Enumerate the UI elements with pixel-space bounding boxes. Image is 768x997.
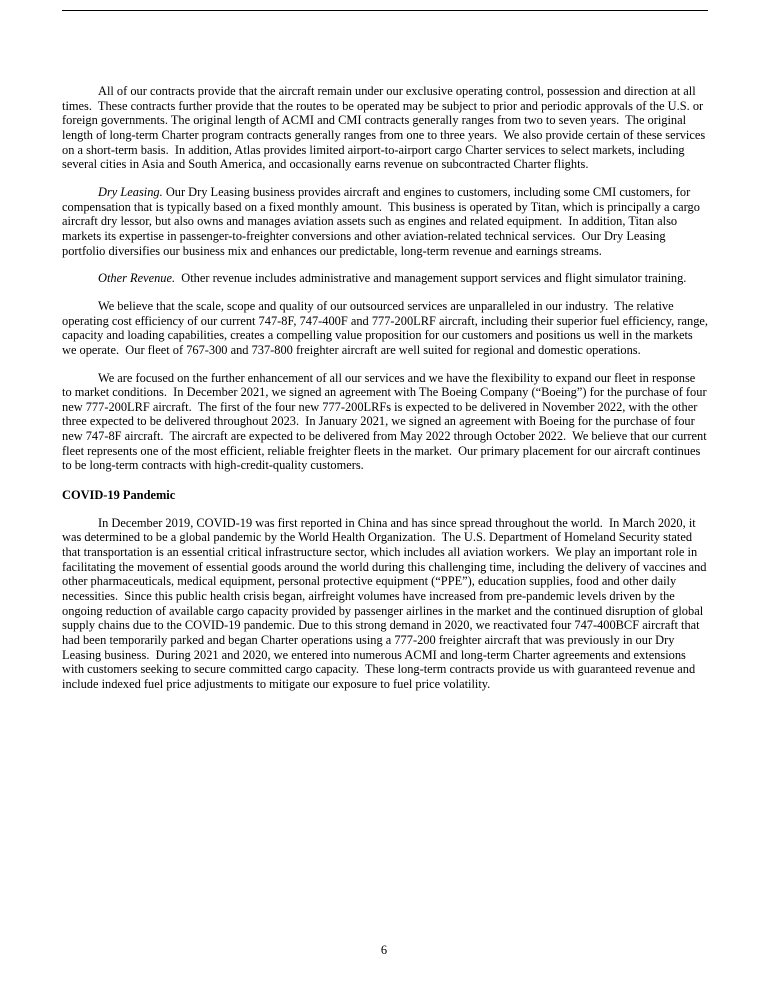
paragraph-text: In December 2019, COVID-19 was first reported in China and has since spread throughout the world. In March 2020, it was determined to be a global pandemic by the World Health Organization. The U.S. Department of Homeland Security stated that transportation is an essential critical infrastructure sector, which includes all aviation workers. We play an important role in facilitating the movement of essential goods around the world during this challenging time, including the delivery of vaccines and other pharmaceuticals, medical equipment, personal protective equipment (“PPE”), education supplies, food and other daily necessities. Since this public health crisis began, airfreight volumes have increased from pre-pandemic levels driven by the ongoing reduction of available cargo capacity provided by passenger airlines in the market and the continued disruption of global supply chains due to the COVID-19 pandemic. Due to this strong demand in 2020, we reactivated four 747-400BCF aircraft that had been temporarily parked and began Charter operations using a 777-200 freighter aircraft that was previously in our Dry Leasing business. During 2021 and 2020, we entered into numerous ACMI and long-term Charter agreements and extensions with customers seeking to secure committed cargo capacity. These long-term contracts provide us with guaranteed revenue and include indexed fuel price adjustments to mitigate our exposure to fuel price volatility. xyxy=(62,515,710,691)
top-rule xyxy=(62,10,708,11)
paragraph-text: Other revenue includes administrative and management support services and flight simulator training. xyxy=(175,271,687,286)
paragraph-text: All of our contracts provide that the aircraft remain under our exclusive operating control, possession and direction at all times. These contracts further provide that the routes to be operated may be subject to prior and periodic approvals of the U.S. or foreign governments. The original length of ACMI and CMI contracts generally ranges from two to seven years. The original length of long-term Charter program contracts generally ranges from one to three years. We also provide certain of these services on a short-term basis. In addition, Atlas provides limited airport-to-airport cargo Charter services to select markets, including several cities in Asia and South America, and occasionally earns revenue on subcontracted Charter flights. xyxy=(62,84,709,172)
other-revenue-lead-in: Other Revenue. xyxy=(98,271,176,286)
paragraph-text: Our Dry Leasing business provides aircraft and engines to customers, including some CMI customers, for compensation that is typically based on a fixed monthly amount. This business is operated by Titan, which is principally a cargo aircraft dry lessor, but also owns and manages aviation assets such as engines and related equipment. In addition, Titan also markets its expertise in passenger-to-freighter conversions and other aviation-related technical services. Our Dry Leasing portfolio diversifies our business mix and enhances our predictable, long-term revenue and earnings streams. xyxy=(62,184,704,258)
paragraph-dry-leasing xyxy=(62,185,708,258)
paragraph-text: We believe that the scale, scope and quality of our outsourced services are unparalleled in our industry. The relative operating cost efficiency of our current 747-8F, 747-400F and 777-200LRF aircraft, including their superior fuel efficiency, range, capacity and loading capabilities, creates a compelling value proposition for our customers and positions us well in the markets we operate. Our fleet of 767-300 and 737-800 freighter aircraft are well suited for regional and domestic operations. xyxy=(62,298,712,357)
paragraph-fleet-quality xyxy=(62,298,712,358)
paragraph-fleet-expansion xyxy=(62,371,708,474)
paragraph-other-revenue xyxy=(62,271,708,286)
dry-leasing-lead-in: Dry Leasing. xyxy=(98,184,163,199)
paragraph-text: We are focused on the further enhancement of all our services and we have the flexibility to expand our fleet in response to market conditions. In December 2021, we signed an agreement with The Boeing Company (“Boeing”) for the purchase of four new 777-200LRF aircraft. The first of the four new 777-200LRFs is expected to be delivered in November 2022, with the other three expected to be delivered throughout 2023. In January 2021, we signed an agreement with Boeing for the purchase of four new 747-8F aircraft. The aircraft are expected to be delivered from May 2022 through October 2022. We believe that our current fleet represents one of the most efficient, reliable freighter fleets in the market. Our primary placement for our aircraft continues to be long-term contracts with high-credit-quality customers. xyxy=(62,370,710,473)
page-number: 6 xyxy=(380,943,388,957)
body-text xyxy=(62,84,712,692)
paragraph-covid xyxy=(62,516,708,692)
paragraph-contracts xyxy=(62,84,708,172)
covid-19-pandemic-heading: COVID-19 Pandemic xyxy=(62,488,176,503)
